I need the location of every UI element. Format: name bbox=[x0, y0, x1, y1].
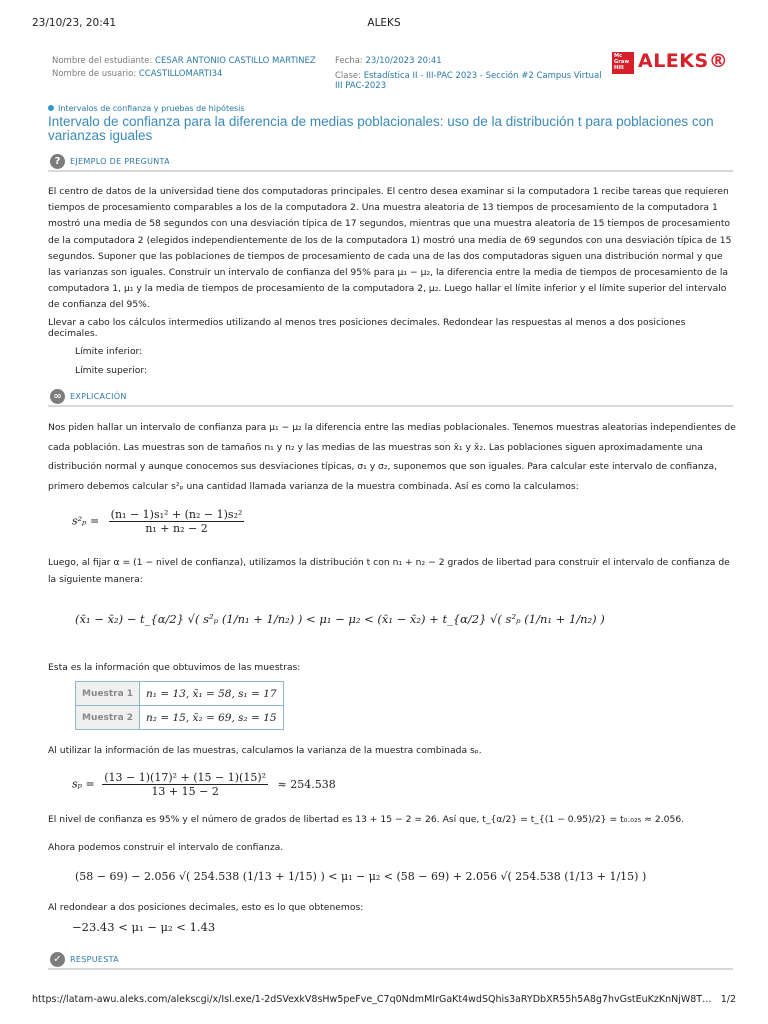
pooled-sd-result: ≈ 254.538 bbox=[277, 777, 336, 791]
page-url: https://latam-awu.aleks.com/alekscgi/x/Isl.exe/1-2dSVexkV8sHw5peFve_C7q0NdmMIrGaKt4wdSQhis3aRYDbXR55h5A8g7hvGstEuKzKnNjW8T… bbox=[32, 994, 712, 1005]
table-row bbox=[76, 706, 284, 730]
sample-1-label: Muestra 1 bbox=[76, 682, 140, 706]
user-name: CCASTILLOMARTI34 bbox=[138, 69, 223, 79]
sample-info-intro: Esta es la información que obtuvimos de las muestras: bbox=[48, 662, 301, 673]
sample-2-values: n₂ = 15, x̄₂ = 69, s₂ = 15 bbox=[140, 706, 284, 730]
page-number: 1/2 bbox=[720, 994, 736, 1005]
user-label: Nombre de usuario: bbox=[52, 69, 137, 79]
student-name: CESAR ANTONIO CASTILLO MARTINEZ bbox=[155, 56, 316, 66]
pooled-sd-denominator: 13 + 15 − 2 bbox=[151, 785, 219, 798]
student-label: Nombre del estudiante: bbox=[52, 56, 153, 66]
upper-limit-label: Límite superior: bbox=[75, 365, 148, 376]
question-icon: ? bbox=[50, 154, 65, 169]
answer-section-header bbox=[48, 950, 733, 970]
topic-breadcrumb[interactable] bbox=[48, 104, 245, 113]
sample-info-table bbox=[75, 681, 284, 730]
page-title: Intervalo de confianza para la diferencia de medias poblacionales: uso de la distribución t para poblaciones con varianzas iguales bbox=[48, 114, 714, 143]
answer-section-label: RESPUESTA bbox=[70, 955, 119, 964]
explanation-intro: Nos piden hallar un intervalo de confianza para μ₁ − μ₂ la diferencia entre las medias poblacionales. Tenemos muestras aleatorias independientes de cada población. Las muestras son de tamaños n₁ y n₂ y las medias de las muestras son x̄₁ y x̄₂. Las poblaciones siguen aproximadamente una distribución normal y aunque conocemos sus desviaciones típicas, σ₁ y σ₂, suponemos que son iguales. Para calcular este intervalo de confianza, primero debemos calcular s²ₚ una cantidad llamada varianza de la muestra combinada. Así es como la calculamos: bbox=[48, 422, 736, 492]
lower-limit-label: Límite inferior: bbox=[75, 346, 143, 357]
date-label: Fecha: bbox=[335, 56, 363, 66]
pooled-variance-formula bbox=[72, 508, 244, 535]
aleks-wordmark: ALEKS® bbox=[638, 50, 729, 72]
print-footer bbox=[32, 994, 736, 1006]
print-timestamp: 23/10/23, 20:41 bbox=[32, 17, 117, 29]
pooled-sd-lhs: sₚ = bbox=[72, 777, 95, 791]
topic-dot-icon bbox=[48, 105, 54, 111]
question-instructions: Llevar a cabo los cálculos intermedios utilizando al menos tres posiciones decimales. Redondear las respuestas al menos a dos posiciones decimales. bbox=[48, 317, 686, 339]
table-row bbox=[76, 682, 284, 706]
pooled-sd-numerator: (13 − 1)(17)² + (15 − 1)(15)² bbox=[104, 771, 267, 784]
interval-formula: (x̄₁ − x̄₂) − t_{α/2} √( s²ₚ (1/n₁ + 1/n₂) ) < μ₁ − μ₂ < (x̄₁ − x̄₂) + t_{α/2} √( s²ₚ (1/n₁ + 1/n₂) ) bbox=[75, 612, 605, 626]
infinity-icon: ∞ bbox=[50, 389, 65, 404]
explanation-section-header bbox=[48, 387, 733, 407]
date-value: 23/10/2023 20:41 bbox=[365, 56, 442, 66]
print-header bbox=[32, 17, 736, 31]
pooled-sd-formula bbox=[72, 771, 336, 798]
pooled-variance-denominator: n₁ + n₂ − 2 bbox=[145, 522, 208, 535]
pooled-variance-numerator: (n₁ − 1)s₁² + (n₂ − 1)s₂² bbox=[110, 508, 243, 521]
final-interval: −23.43 < μ₁ − μ₂ < 1.43 bbox=[72, 920, 216, 934]
construct-interval-text: Ahora podemos construir el intervalo de confianza. bbox=[48, 842, 284, 853]
pooled-sd-intro: Al utilizar la información de las muestras, calculamos la varianza de la muestra combinada sₚ. bbox=[48, 745, 482, 756]
question-text: El centro de datos de la universidad tiene dos computadoras principales. El centro desea examinar si la computadora 1 recibe tareas que requieren tiempos de procesamiento comparables a los de la computadora 2. Una muestra aleatoria de 13 tiempos de procesamiento de la computadora 1 mostró una media de 58 segundos con una desviación típica de 17 segundos, mientras que una muestra aleatoria de 15 tiempos de procesamiento de la computadora 2 (elegidos independientemente de los de la computadora 1) mostró una media de 69 segundos con una desviación típica de 15 segundos. Suponer que las poblaciones de tiempos de procesamiento de cada una de las dos computadoras siguen una distribución normal y que las varianzas son iguales. Construir un intervalo de confianza del 95% para μ₁ − μ₂, la diferencia entre la media de tiempos de procesamiento de la computadora 1, μ₁ y la media de tiempos de procesamiento de la computadora 2, μ₂. Luego hallar el límite inferior y el límite superior del intervalo de confianza del 95%. bbox=[48, 186, 732, 311]
numeric-interval-formula: (58 − 69) − 2.056 √( 254.538 (1/13 + 1/15) ) < μ₁ − μ₂ < (58 − 69) + 2.056 √( 254.538 (1/13 + 1/15) ) bbox=[75, 870, 647, 883]
explanation-t-distribution: Luego, al fijar α = (1 − nivel de confianza), utilizamos la distribución t con n₁ + n₂ − 2 grados de libertad para construir el intervalo de confianza de la siguiente manera: bbox=[48, 557, 730, 585]
rounding-text: Al redondear a dos posiciones decimales, esto es lo que obtenemos: bbox=[48, 902, 364, 913]
sample-1-values: n₁ = 13, x̄₁ = 58, s₁ = 17 bbox=[140, 682, 284, 706]
class-label: Clase: bbox=[335, 71, 362, 81]
aleks-logo bbox=[612, 50, 729, 74]
class-value: Estadística II - III-PAC 2023 - Sección #2 Campus Virtual III PAC-2023 bbox=[335, 71, 602, 91]
example-section-label: EJEMPLO DE PREGUNTA bbox=[70, 157, 170, 166]
print-title: ALEKS bbox=[367, 17, 401, 29]
mcgraw-hill-logo: Mc Graw Hill bbox=[612, 52, 634, 74]
check-icon: ✓ bbox=[50, 952, 65, 967]
topic-label: Intervalos de confianza y pruebas de hipótesis bbox=[58, 104, 245, 113]
example-section-header bbox=[48, 152, 733, 172]
pooled-variance-lhs: s²ₚ = bbox=[72, 514, 100, 528]
explanation-section-label: EXPLICACIÓN bbox=[70, 392, 127, 401]
degrees-freedom-text: El nivel de confianza es 95% y el número de grados de libertad es 13 + 15 − 2 = 26. Así que, t_{α/2} = t_{(1 − 0.95)/2} = t₀.₀₂₅ ≈ 2.056. bbox=[48, 814, 685, 825]
sample-2-label: Muestra 2 bbox=[76, 706, 140, 730]
